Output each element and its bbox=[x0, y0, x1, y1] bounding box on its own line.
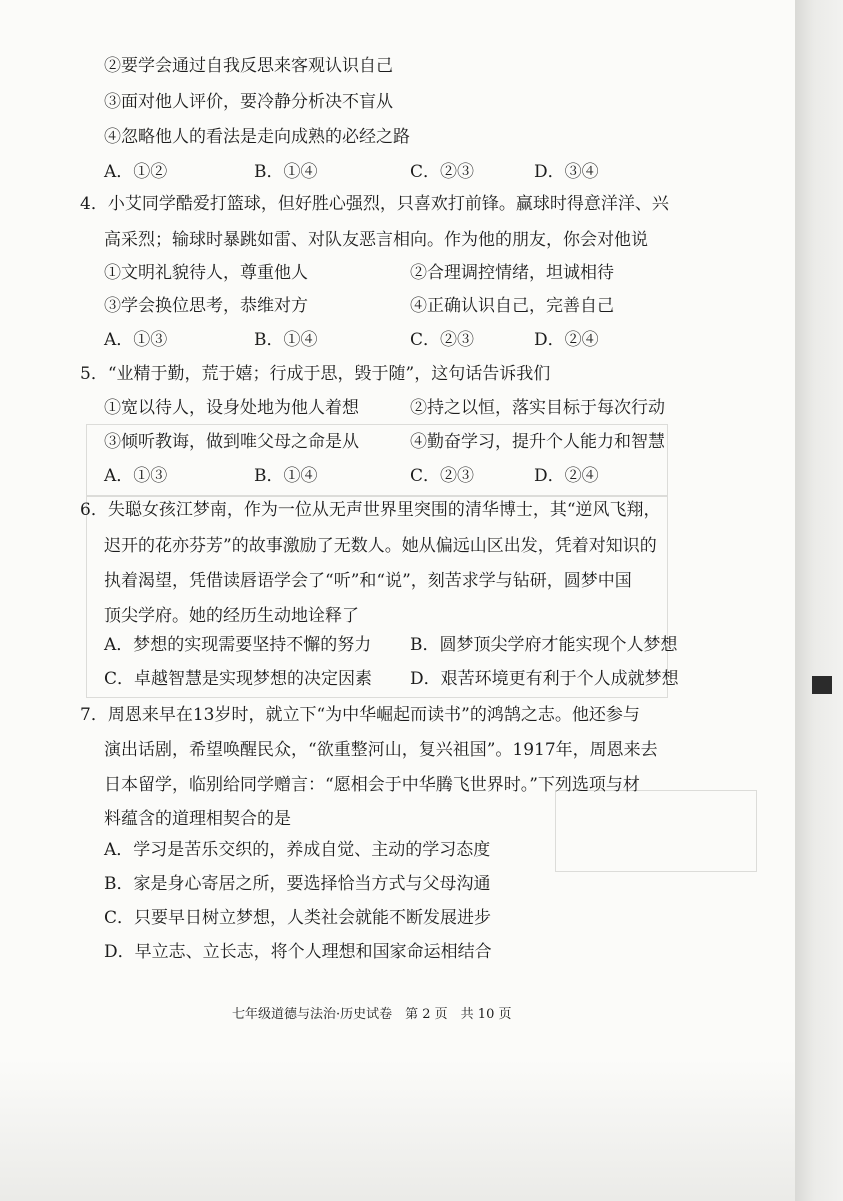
q6-option-d: D．艰苦环境更有利于个人成就梦想 bbox=[410, 669, 679, 689]
q4-option-b: B．①④ bbox=[254, 330, 318, 350]
q6-option-b: B．圆梦顶尖学府才能实现个人梦想 bbox=[410, 635, 678, 655]
q3-option-b: B．①④ bbox=[254, 162, 318, 182]
page-edge-shadow bbox=[795, 0, 843, 1201]
q5-statement-1: ①宽以待人，设身处地为他人着想 bbox=[104, 398, 359, 418]
q5-statement-2: ②持之以恒，落实目标于每次行动 bbox=[410, 398, 665, 418]
q6-stem-line-3: 执着渴望，凭借读唇语学会了“听”和“说”，刻苦求学与钻研，圆梦中国 bbox=[104, 571, 632, 591]
q6-stem-line-4: 顶尖学府。她的经历生动地诠释了 bbox=[104, 606, 359, 626]
q5-statement-3: ③倾听教诲，做到唯父母之命是从 bbox=[104, 432, 359, 452]
q7-stem-line-3: 日本留学，临别给同学赠言：“愿相会于中华腾飞世界时。”下列选项与材 bbox=[104, 775, 640, 795]
edge-tab-marker bbox=[812, 676, 832, 694]
q7-stem-line-1: 7．周恩来早在13岁时，就立下“为中华崛起而读书”的鸿鹄之志。他还参与 bbox=[80, 705, 640, 725]
q5-statement-4: ④勤奋学习，提升个人能力和智慧 bbox=[410, 432, 665, 452]
scan-shadow bbox=[0, 1060, 795, 1201]
page-footer: 七年级道德与法治·历史试卷 第 2 页 共 10 页 bbox=[232, 1007, 512, 1022]
q7-option-c: C．只要早日树立梦想，人类社会就能不断发展进步 bbox=[104, 908, 492, 928]
q4-option-d: D．②④ bbox=[534, 330, 599, 350]
q4-statement-2: ②合理调控情绪，坦诚相待 bbox=[410, 263, 614, 283]
q5-option-d: D．②④ bbox=[534, 466, 599, 486]
q5-option-a: A．①③ bbox=[104, 466, 168, 486]
q4-statement-4: ④正确认识自己，完善自己 bbox=[410, 296, 614, 316]
q6-stem-line-1: 6．失聪女孩江梦南，作为一位从无声世界里突围的清华博士，其“逆风飞翔， bbox=[80, 500, 661, 520]
q4-statement-3: ③学会换位思考，恭维对方 bbox=[104, 296, 308, 316]
q4-option-c: C．②③ bbox=[410, 330, 475, 350]
q7-option-b: B．家是身心寄居之所，要选择恰当方式与父母沟通 bbox=[104, 874, 491, 894]
q5-option-c: C．②③ bbox=[410, 466, 475, 486]
q3-option-a: A．①② bbox=[104, 162, 168, 182]
q3-statement-3: ③面对他人评价，要冷静分析决不盲从 bbox=[104, 92, 393, 112]
q6-option-c: C．卓越智慧是实现梦想的决定因素 bbox=[104, 669, 373, 689]
q7-stem-line-2: 演出话剧，希望唤醒民众，“欲重整河山，复兴祖国”。1917年，周恩来去 bbox=[104, 740, 658, 760]
q6-option-a: A．梦想的实现需要坚持不懈的努力 bbox=[104, 635, 372, 655]
q4-option-a: A．①③ bbox=[104, 330, 168, 350]
q4-stem-line-2: 高采烈；输球时暴跳如雷、对队友恶言相向。作为他的朋友，你会对他说 bbox=[104, 230, 648, 250]
q3-statement-2: ②要学会通过自我反思来客观认识自己 bbox=[104, 56, 393, 76]
q3-statement-4: ④忽略他人的看法是走向成熟的必经之路 bbox=[104, 127, 410, 147]
q4-statement-1: ①文明礼貌待人，尊重他人 bbox=[104, 263, 308, 283]
q5-stem-line-1: 5．“业精于勤，荒于嬉；行成于思，毁于随”，这句话告诉我们 bbox=[80, 364, 551, 384]
q3-option-d: D．③④ bbox=[534, 162, 599, 182]
q3-option-c: C．②③ bbox=[410, 162, 475, 182]
q7-stem-line-4: 料蕴含的道理相契合的是 bbox=[104, 809, 291, 829]
q7-option-d: D．早立志、立长志，将个人理想和国家命运相结合 bbox=[104, 942, 492, 962]
q7-option-a: A．学习是苦乐交织的，养成自觉、主动的学习态度 bbox=[104, 840, 491, 860]
q5-option-b: B．①④ bbox=[254, 466, 318, 486]
q4-stem-line-1: 4．小艾同学酷爱打篮球，但好胜心强烈，只喜欢打前锋。赢球时得意洋洋、兴 bbox=[80, 194, 669, 214]
bleed-through-box bbox=[555, 790, 757, 872]
q6-stem-line-2: 迟开的花亦芬芳”的故事激励了无数人。她从偏远山区出发，凭着对知识的 bbox=[104, 536, 657, 556]
